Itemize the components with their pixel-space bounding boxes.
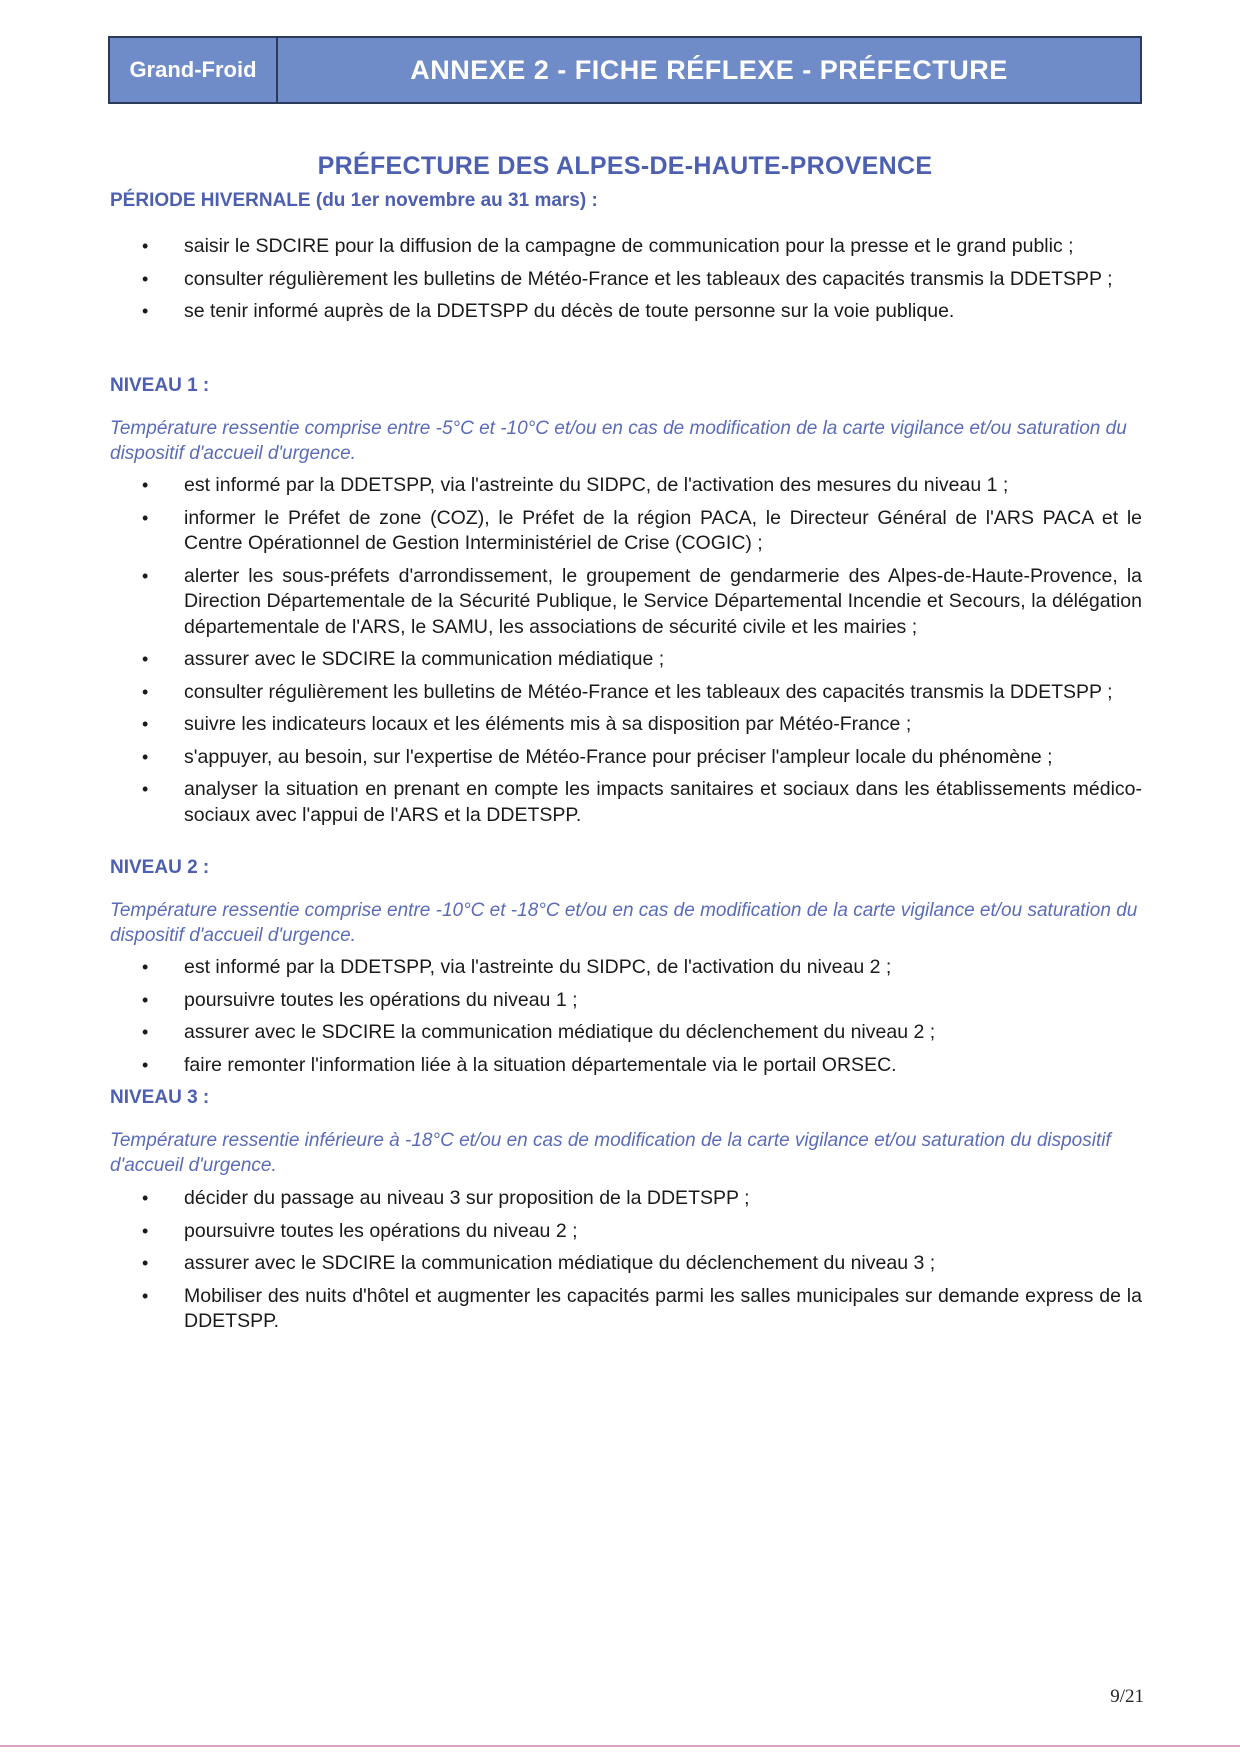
bullet-icon: • bbox=[142, 1220, 149, 1241]
bullet-icon: • bbox=[142, 714, 149, 734]
list-item: • consulter régulièrement les bulletins de Météo-France et les tableaux des capacités transmis la DDETSPP ; bbox=[128, 680, 1142, 706]
section-title-niveau-2: NIVEAU 2 : bbox=[110, 857, 210, 878]
bullet-icon: • bbox=[142, 507, 149, 528]
list-item: • analyser la situation en prenant en compte les impacts sanitaires et sociaux dans les établissements médico-sociaux avec l'appui de l'ARS et la DDETSPP. bbox=[142, 778, 1142, 826]
bullet-icon: • bbox=[142, 1253, 149, 1273]
list-item: • suivre les indicateurs locaux et les éléments mis à sa disposition par Météo-France ; bbox=[128, 712, 1142, 738]
condition-niveau-1: Température ressentie comprise entre -5°C et -10°C et/ou en cas de modification de la carte vigilance et/ou saturation du dispositif d'accueil d'urgence. bbox=[110, 418, 1127, 464]
list-item: • est informé par la DDETSPP, via l'astreinte du SIDPC, de l'activation des mesures du niveau 1 ; bbox=[128, 473, 1142, 499]
bullet-list-niveau-1 bbox=[128, 473, 1142, 835]
list-item: • Mobiliser des nuits d'hôtel et augmenter les capacités parmi les salles municipales sur demande express de la DDETSPP. bbox=[142, 1284, 1142, 1332]
footer-divider bbox=[0, 1745, 1240, 1747]
header-category-label: Grand-Froid bbox=[110, 38, 278, 102]
section-title-niveau-1: NIVEAU 1 : bbox=[110, 375, 210, 396]
bullet-icon: • bbox=[142, 236, 149, 256]
bullet-icon: • bbox=[142, 1285, 149, 1306]
list-item: • alerter les sous-préfets d'arrondissement, le groupement de gendarmerie des Alpes-de-Haute-Provence, la Direction Départementale de la Sécurité Publique, le Service Départemental Incendie et Secours, la délégation départementale de l'ARS, le SAMU, les associations de sécurité civile et les mairies ; bbox=[142, 564, 1142, 638]
bullet-icon: • bbox=[142, 1022, 149, 1042]
condition-niveau-3: Température ressentie inférieure à -18°C et/ou en cas de modification de la carte vigilance et/ou saturation du dispositif d'accueil d'urgence. bbox=[110, 1130, 1111, 1176]
list-item: • poursuivre toutes les opérations du niveau 2 ; bbox=[128, 1219, 1142, 1245]
bullet-icon: • bbox=[142, 301, 149, 321]
bullet-list-niveau-3 bbox=[128, 1186, 1142, 1342]
bullet-icon: • bbox=[142, 779, 149, 799]
page-title: PRÉFECTURE DES ALPES-DE-HAUTE-PROVENCE bbox=[317, 152, 933, 180]
condition-niveau-2: Température ressentie comprise entre -10°C et -18°C et/ou en cas de modification de la carte vigilance et/ou saturation du dispositif d'accueil d'urgence. bbox=[110, 900, 1138, 946]
list-item: • s'appuyer, au besoin, sur l'expertise de Météo-France pour préciser l'ampleur locale du phénomène ; bbox=[128, 745, 1142, 771]
section-title-periode: PÉRIODE HIVERNALE (du 1er novembre au 31 mars) : bbox=[110, 190, 598, 211]
bullet-icon: • bbox=[142, 989, 149, 1010]
list-item: • poursuivre toutes les opérations du niveau 1 ; bbox=[128, 988, 1142, 1014]
page-header bbox=[108, 36, 1142, 104]
list-item: • faire remonter l'information liée à la situation départementale via le portail ORSEC. bbox=[128, 1053, 1142, 1079]
page-number: 9/21 bbox=[1110, 1686, 1144, 1707]
section-title-niveau-3: NIVEAU 3 : bbox=[110, 1087, 210, 1108]
bullet-icon: • bbox=[142, 746, 149, 767]
list-item: • consulter régulièrement les bulletins de Météo-France et les tableaux des capacités transmis la DDETSPP ; bbox=[128, 267, 1142, 293]
bullet-icon: • bbox=[142, 1188, 149, 1208]
bullet-icon: • bbox=[142, 565, 149, 586]
bullet-icon: • bbox=[142, 268, 149, 289]
bullet-icon: • bbox=[142, 1054, 149, 1075]
list-item: • se tenir informé auprès de la DDETSPP du décès de toute personne sur la voie publique. bbox=[128, 299, 1142, 325]
list-item: • assurer avec le SDCIRE la communication médiatique ; bbox=[128, 647, 1142, 673]
bullet-list-periode bbox=[128, 234, 1142, 332]
header-title: ANNEXE 2 - FICHE RÉFLEXE - PRÉFECTURE bbox=[410, 54, 1008, 85]
list-item: • informer le Préfet de zone (COZ), le Préfet de la région PACA, le Directeur Général de l'ARS PACA et le Centre Opérationnel de Gestion Interministériel de Crise (COGIC) ; bbox=[142, 506, 1142, 554]
bullet-icon: • bbox=[142, 957, 149, 977]
list-item: • saisir le SDCIRE pour la diffusion de la campagne de communication pour la presse et le grand public ; bbox=[128, 234, 1142, 260]
bullet-icon: • bbox=[142, 681, 149, 702]
list-item: • est informé par la DDETSPP, via l'astreinte du SIDPC, de l'activation du niveau 2 ; bbox=[128, 955, 1142, 981]
list-item: • assurer avec le SDCIRE la communication médiatique du déclenchement du niveau 3 ; bbox=[128, 1251, 1142, 1277]
list-item: • assurer avec le SDCIRE la communication médiatique du déclenchement du niveau 2 ; bbox=[128, 1020, 1142, 1046]
bullet-icon: • bbox=[142, 475, 149, 495]
bullet-list-niveau-2 bbox=[128, 955, 1142, 1085]
bullet-icon: • bbox=[142, 649, 149, 669]
list-item: • décider du passage au niveau 3 sur proposition de la DDETSPP ; bbox=[128, 1186, 1142, 1212]
